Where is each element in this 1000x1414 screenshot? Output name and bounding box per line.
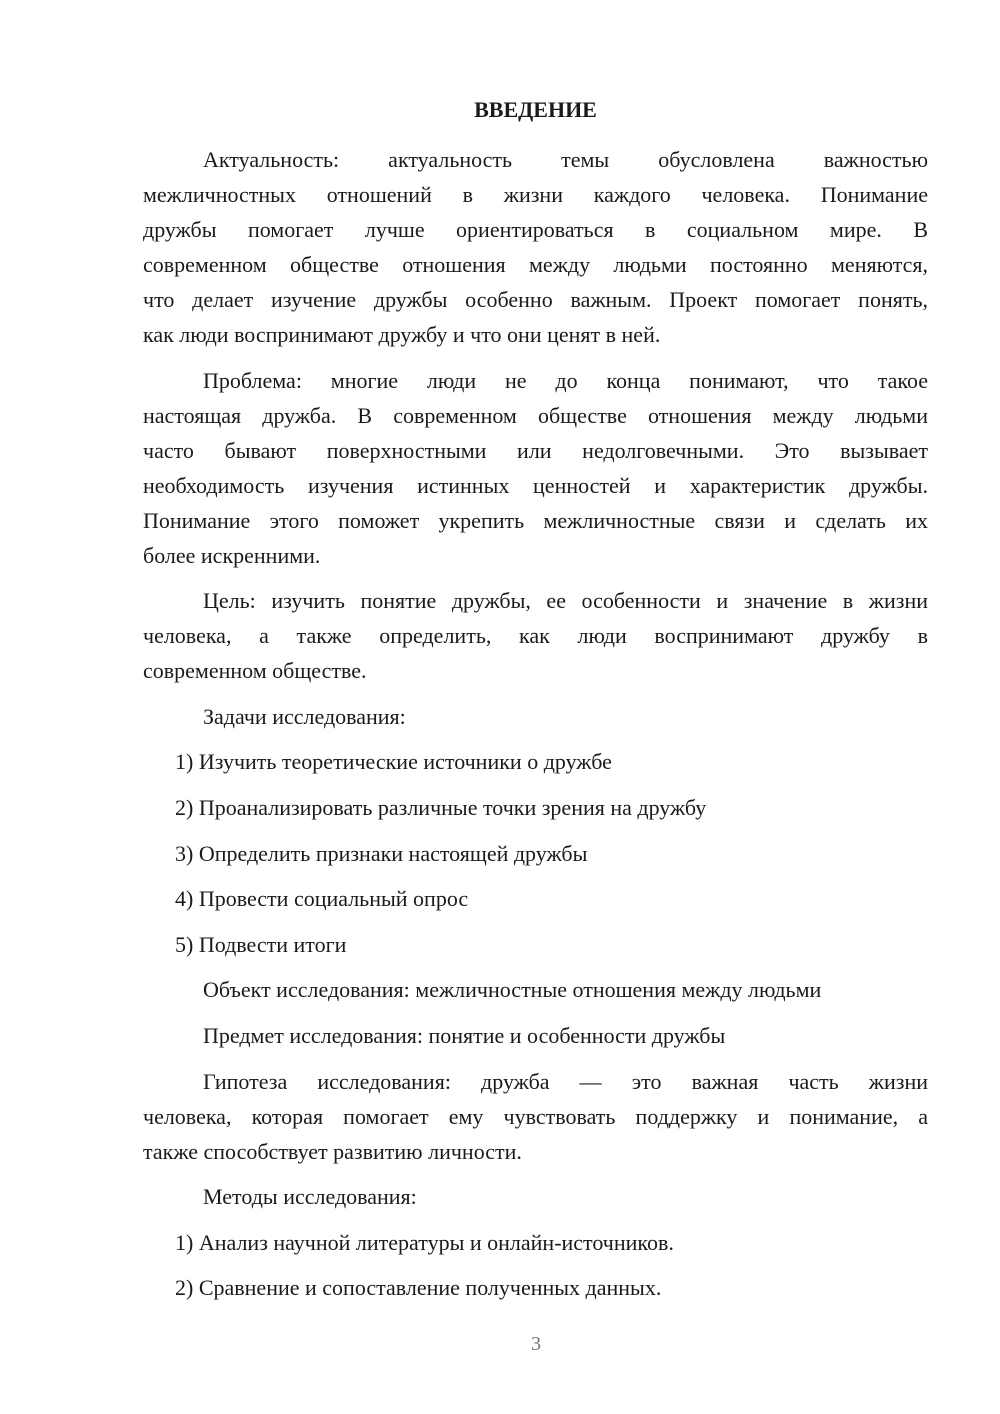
text-line: более искренними. bbox=[143, 542, 321, 568]
paragraph bbox=[143, 1064, 928, 1169]
text-line: Актуальность: актуальность темы обусловлена важностью bbox=[203, 147, 928, 172]
list-item: 2) Проанализировать различные точки зрения на дружбу bbox=[175, 794, 707, 820]
paragraph bbox=[143, 583, 928, 688]
text-line: современном обществе. bbox=[143, 658, 367, 684]
text-line: человека, которая помогает ему чувствовать поддержку и понимание, а bbox=[143, 1103, 928, 1129]
paragraph bbox=[143, 972, 928, 1007]
text-line: настоящая дружба. В современном обществе отношения между людьми bbox=[143, 402, 928, 428]
list-item: 2) Сравнение и сопоставление полученных данных. bbox=[175, 1275, 662, 1301]
list-item: 3) Определить признаки настоящей дружбы bbox=[175, 840, 588, 866]
text-line: современном обществе отношения между людьми постоянно меняются, bbox=[143, 252, 928, 277]
paragraph bbox=[143, 1018, 928, 1053]
document-page bbox=[143, 92, 928, 1316]
text-line: часто бывают поверхностными или недолговечными. Это вызывает bbox=[143, 437, 928, 463]
text-line: Проблема: многие люди не до конца понимают, что такое bbox=[203, 367, 928, 393]
list-item: 4) Провести социальный опрос bbox=[175, 886, 469, 912]
text-line: человека, а также определить, как люди воспринимают дружбу в bbox=[143, 623, 928, 649]
text-line: необходимость изучения истинных ценностей и характеристик дружбы. bbox=[143, 472, 928, 498]
text-line: Цель: изучить понятие дружбы, ее особенности и значение в жизни bbox=[203, 588, 928, 614]
paragraph bbox=[143, 142, 928, 352]
text-line: межличностных отношений в жизни каждого человека. Понимание bbox=[143, 182, 928, 207]
text-line: Методы исследования: bbox=[203, 1184, 417, 1210]
text-line: Задачи исследования: bbox=[203, 703, 406, 729]
text-line: Предмет исследования: понятие и особенности дружбы bbox=[203, 1022, 726, 1048]
page-title: ВВЕДЕНИЕ bbox=[474, 97, 597, 122]
text-line: Гипотеза исследования: дружба — это важная часть жизни bbox=[203, 1068, 928, 1094]
methods-list bbox=[143, 1225, 928, 1306]
tasks-list bbox=[143, 744, 928, 961]
text-line: Объект исследования: межличностные отношения между людьми bbox=[203, 977, 822, 1003]
list-item: 1) Анализ научной литературы и онлайн-источников. bbox=[175, 1229, 674, 1255]
paragraph bbox=[143, 699, 928, 734]
intro-paragraphs bbox=[143, 142, 928, 734]
paragraph bbox=[143, 363, 928, 573]
text-line: дружбы помогает лучше ориентироваться в социальном мире. В bbox=[143, 217, 928, 242]
list-item: 5) Подвести итоги bbox=[175, 931, 347, 957]
text-line: также способствует развитию личности. bbox=[143, 1138, 522, 1164]
text-line: Понимание этого поможет укрепить межличностные связи и сделать их bbox=[143, 507, 928, 533]
research-paragraphs bbox=[143, 972, 928, 1214]
text-line: как люди воспринимают дружбу и что они ценят в ней. bbox=[143, 322, 661, 347]
paragraph bbox=[143, 1179, 928, 1214]
text-line: что делает изучение дружбы особенно важным. Проект помогает понять, bbox=[143, 287, 928, 312]
list-item: 1) Изучить теоретические источники о дружбе bbox=[175, 749, 612, 775]
page-number: 3 bbox=[531, 1333, 541, 1355]
